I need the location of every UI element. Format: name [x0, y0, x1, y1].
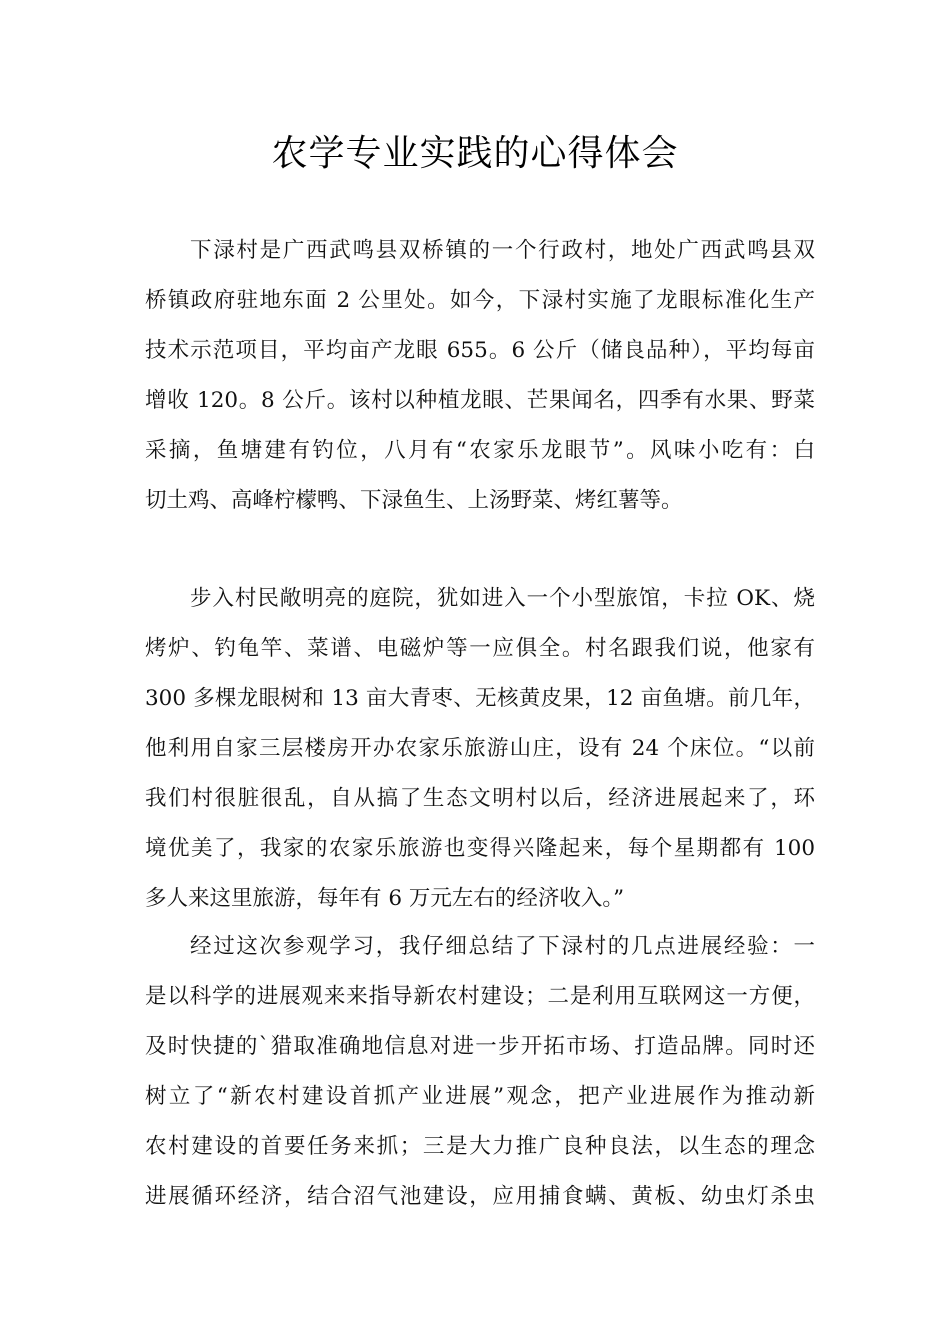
paragraph-line: 农村建设的首要任务来抓；三是大力推广良种良法，以生态的理念	[145, 1134, 815, 1159]
paragraph-line: 步入村民敞明亮的庭院，犹如进入一个小型旅馆，卡拉 OK、烧	[190, 586, 815, 611]
paragraph-line: 烤炉、钓龟竿、菜谱、电磁炉等一应俱全。村名跟我们说，他家有	[145, 636, 815, 661]
paragraph-line: 经过这次参观学习，我仔细总结了下渌村的几点进展经验：一	[190, 934, 815, 959]
paragraph-line: 及时快捷的`猎取准确地信息对进一步开拓市场、打造品牌。同时还	[145, 1034, 815, 1059]
paragraph-line: 增收 120。8 公斤。该村以种植龙眼、芒果闻名，四季有水果、野菜	[145, 388, 815, 413]
paragraph-line: 切土鸡、高峰柠檬鸭、下渌鱼生、上汤野菜、烤红薯等。	[145, 488, 683, 513]
paragraph-line: 进展循环经济，结合沼气池建设，应用捕食螨、黄板、幼虫灯杀虫	[145, 1184, 815, 1209]
document-title: 农学专业实践的心得体会	[271, 133, 679, 174]
paragraph-line: 境优美了，我家的农家乐旅游也变得兴隆起来，每个星期都有 100	[145, 836, 815, 861]
paragraph-line: 采摘，鱼塘建有钓位，八月有“农家乐龙眼节”。风味小吃有：白	[145, 438, 815, 463]
paragraph-line: 技术示范项目，平均亩产龙眼 655。6 公斤（储良品种），平均每亩	[145, 338, 815, 363]
paragraph-line: 300 多棵龙眼树和 13 亩大青枣、无核黄皮果，12 亩鱼塘。前几年，	[145, 686, 815, 711]
paragraph-line: 下渌村是广西武鸣县双桥镇的一个行政村，地处广西武鸣县双	[190, 238, 815, 263]
paragraph-line: 他利用自家三层楼房开办农家乐旅游山庄，设有 24 个床位。“以前	[145, 736, 815, 761]
paragraph-line: 我们村很脏很乱，自从搞了生态文明村以后，经济进展起来了，环	[145, 786, 815, 811]
paragraph-line: 桥镇政府驻地东面 2 公里处。如今，下渌村实施了龙眼标准化生产	[145, 288, 815, 313]
paragraph-line: 是以科学的进展观来来指导新农村建设；二是利用互联网这一方便，	[145, 984, 815, 1009]
paragraph-line: 树立了“新农村建设首抓产业进展”观念，把产业进展作为推动新	[145, 1084, 815, 1109]
paragraph-line: 多人来这里旅游，每年有 6 万元左右的经济收入。”	[145, 886, 625, 911]
